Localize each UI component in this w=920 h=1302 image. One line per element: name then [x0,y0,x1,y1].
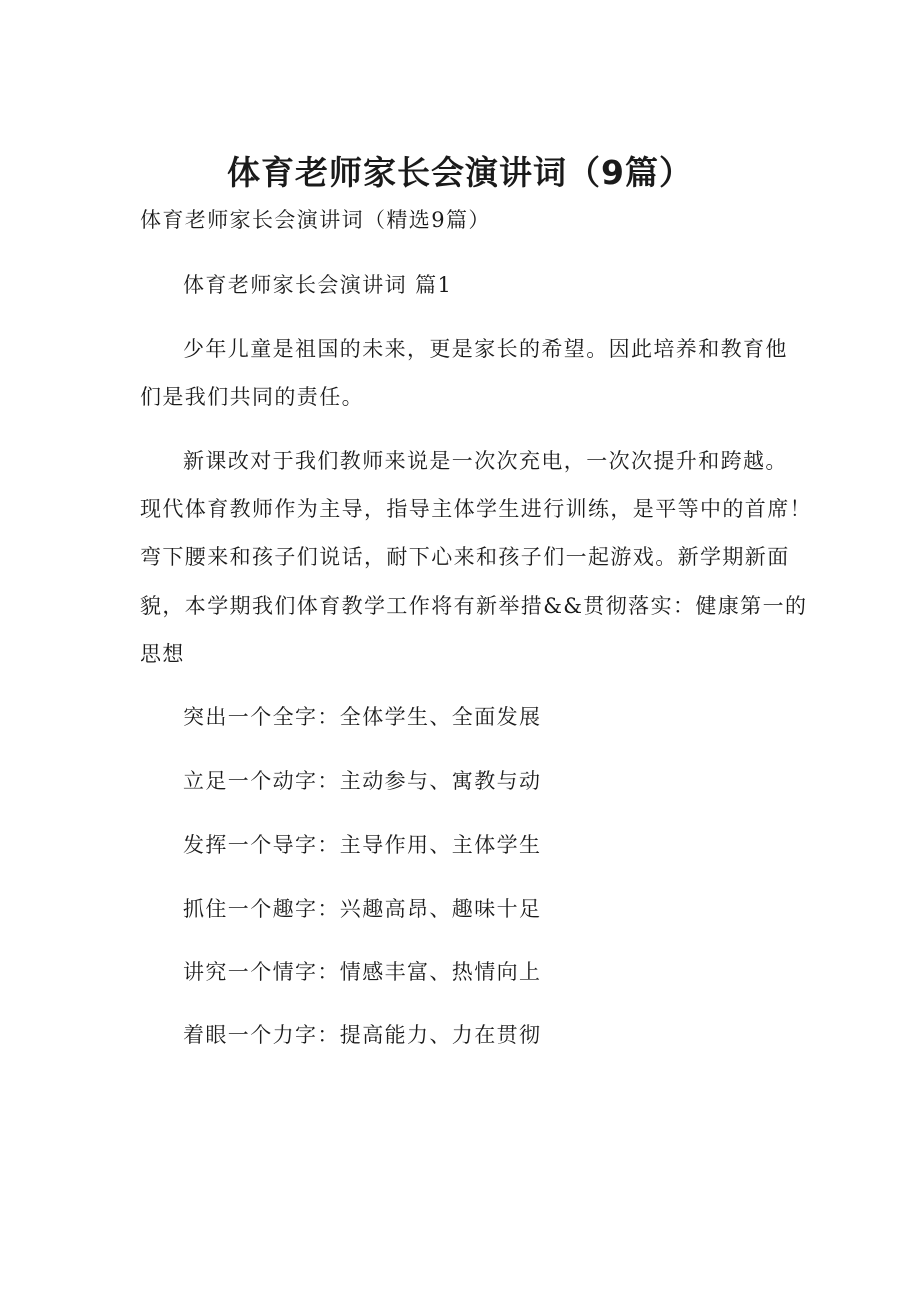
list-item: 抓住一个趣字：兴趣高昂、趣味十足 [183,897,542,921]
document-title: 体育老师家长会演讲词（9篇） [227,153,693,192]
paragraph-2-line-3: 弯下腰来和孩子们说话，耐下心来和孩子们一起游戏。新学期新面 [140,545,790,569]
paragraph-1-line-2: 们是我们共同的责任。 [140,385,364,409]
list-item: 立足一个动字：主动参与、寓教与动 [183,769,542,793]
section-heading: 体育老师家长会演讲词 篇1 [183,273,453,297]
paragraph-1-line-1: 少年儿童是祖国的未来，更是家长的希望。因此培养和教育他 [183,337,788,361]
paragraph-2-line-1: 新课改对于我们教师来说是一次次充电，一次次提升和跨越。 [183,449,788,473]
document-subtitle: 体育老师家长会演讲词（精选9篇） [140,208,491,232]
list-item: 着眼一个力字：提高能力、力在贯彻 [183,1023,542,1047]
paragraph-2-line-5: 思想 [140,642,185,666]
paragraph-2-line-2: 现代体育教师作为主导，指导主体学生进行训练，是平等中的首席！ [140,497,812,521]
list-item: 讲究一个情字：情感丰富、热情向上 [183,960,542,984]
paragraph-2-line-4: 貌，本学期我们体育教学工作将有新举措&&贯彻落实：健康第一的 [140,594,808,618]
list-item: 突出一个全字：全体学生、全面发展 [183,705,542,729]
list-item: 发挥一个导字：主导作用、主体学生 [183,833,542,857]
